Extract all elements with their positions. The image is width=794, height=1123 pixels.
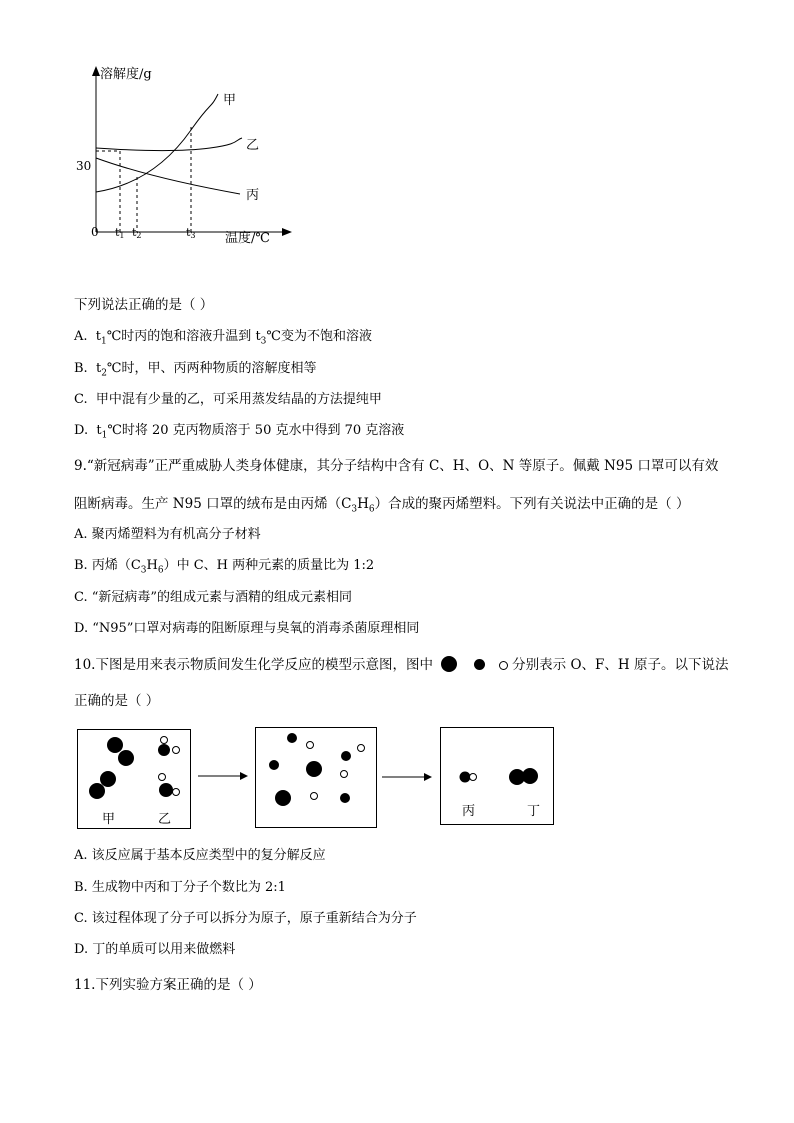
q10-option-b[interactable]: B. 生成物中丙和丁分子个数比为 2:1: [74, 880, 286, 895]
f-atom: [269, 760, 279, 770]
q9-option-b-sub2: 6: [157, 565, 164, 576]
series-label-bing: 丙: [246, 188, 260, 203]
q9-option-c[interactable]: C. “新冠病毒”的组成元素与酒精的组成元素相同: [74, 590, 353, 605]
label-jia: 甲: [102, 812, 116, 827]
q8-option-a-mid: ℃时丙的饱和溶液升温到 t: [106, 329, 261, 344]
q9-option-d[interactable]: D. “N95”口罩对病毒的阻断原理与臭氧的消毒杀菌原理相同: [74, 621, 420, 636]
reactants-box: [77, 729, 191, 829]
q10-line2: 正确的是（ ）: [74, 693, 160, 709]
arrow-1: [196, 770, 252, 782]
q8-option-a-sub2: 3: [260, 336, 267, 347]
q9-option-b-pre: B. 丙烯（C: [74, 558, 141, 573]
q8-option-d-t: t: [96, 423, 102, 438]
reactants-molecules: [78, 730, 190, 828]
h-atom: [161, 737, 168, 744]
q8-option-d-post: ℃时将 20 克丙物质溶于 50 克水中得到 70 克溶液: [107, 423, 405, 438]
f-atom: [340, 793, 350, 803]
q8-option-a[interactable]: [74, 329, 372, 345]
series-label-yi: 乙: [246, 138, 260, 153]
series-label-jia: 甲: [223, 93, 237, 108]
series-bing-line: [96, 158, 240, 194]
q8-option-b-sub1: 2: [101, 368, 107, 379]
ylabel: 溶解度/g: [100, 67, 152, 82]
h-atom: [311, 793, 318, 800]
q8-option-c-letter: C.: [74, 392, 88, 407]
q9-line2: [74, 496, 690, 515]
q9-line2-mid: H: [357, 496, 369, 512]
q9-option-a[interactable]: A. 聚丙烯塑料为有机高分子材料: [74, 527, 261, 542]
arrow-2: [380, 771, 436, 783]
h-atom: [341, 771, 348, 778]
q8-option-c[interactable]: [74, 392, 382, 408]
q10-line1: [74, 656, 728, 673]
q8-option-c-text: 甲中混有少量的乙，可采用蒸发结晶的方法提纯甲: [95, 392, 382, 407]
label-bing: 丙: [462, 804, 476, 819]
q8-option-d[interactable]: [74, 423, 404, 439]
q9-option-b[interactable]: [74, 558, 374, 574]
q8-option-b[interactable]: [74, 361, 316, 377]
f-atom: [341, 751, 351, 761]
intermediate-atoms: [256, 728, 376, 827]
f-atom: [287, 733, 297, 743]
q10-line1-pre: 10.下图是用来表示物质间发生化学反应的模型示意图，图中: [74, 657, 433, 673]
x-tick-t1: t1: [115, 226, 125, 240]
h-atom: [470, 774, 477, 781]
q10-option-a[interactable]: A. 该反应属于基本反应类型中的复分解反应: [74, 848, 326, 863]
q9-line1: 9.“新冠病毒”正严重威胁人类身体健康，其分子结构中含有 C、H、O、N 等原子。佩戴 N95 口罩可以有效: [74, 458, 719, 474]
q8-option-b-post: ℃时，甲、丙两种物质的溶解度相等: [106, 361, 317, 376]
xlabel: 温度/℃: [225, 231, 270, 246]
o-atom: [306, 761, 322, 777]
o-atom: [522, 768, 538, 784]
legend-f-atom-icon: [474, 659, 485, 670]
q8-option-b-t: t: [95, 361, 102, 376]
q9-option-b-sub1: 3: [140, 565, 147, 576]
series-yi-line: [96, 138, 242, 151]
o-atom: [89, 783, 105, 799]
y-tick-30: 30: [76, 159, 92, 173]
h-atom: [173, 789, 180, 796]
x-tick-t3: t3: [186, 226, 196, 240]
solubility-chart: [60, 60, 300, 250]
legend-o-atom-icon: [441, 656, 457, 672]
o-atom: [275, 790, 291, 806]
x-axis-arrow: [282, 228, 292, 236]
f-atom: [460, 772, 471, 783]
q9-line2-pre: 阻断病毒。生产 N95 口罩的绒布是由丙烯（C: [74, 496, 352, 512]
q8-option-a-post: ℃变为不饱和溶液: [266, 329, 372, 344]
intermediate-box: [255, 727, 377, 828]
y-axis-arrow: [92, 66, 100, 76]
q10-option-c[interactable]: C. 该过程体现了分子可以拆分为原子，原子重新结合为分子: [74, 911, 417, 926]
q11-stem: 11.下列实验方案正确的是（ ）: [74, 977, 262, 993]
o-atom: [100, 771, 116, 787]
products-box: [440, 727, 554, 825]
q9-option-b-mid: H: [146, 558, 158, 573]
q8-option-d-sub1: 1: [101, 430, 108, 441]
o-atom: [118, 750, 134, 766]
q8-stem: 下列说法正确的是（ ）: [74, 297, 214, 313]
series-jia-line: [96, 94, 218, 192]
label-yi: 乙: [158, 812, 172, 827]
q10-option-d[interactable]: D. 丁的单质可以用来做燃料: [74, 942, 236, 957]
q8-option-a-letter: A.: [74, 329, 88, 344]
o-atom: [107, 737, 123, 753]
q8-option-d-letter: D.: [74, 423, 89, 438]
x-tick-t2: t2: [132, 226, 142, 240]
q9-line2-sub2: 6: [368, 504, 375, 515]
q9-option-b-post: ）中 C、H 两种元素的质量比为 1:2: [163, 558, 375, 573]
q9-line2-sub1: 3: [351, 504, 358, 515]
q8-option-b-letter: B.: [74, 361, 88, 376]
f-atom: [159, 783, 173, 797]
origin-label: 0: [91, 225, 99, 239]
f-atom: [158, 744, 170, 756]
q8-option-a-t: t: [95, 329, 102, 344]
h-atom: [173, 747, 180, 754]
legend-h-atom-icon: [499, 661, 508, 670]
q10-line1-post: 分别表示 O、F、H 原子。以下说法: [512, 657, 729, 673]
q8-option-a-sub1: 1: [101, 336, 107, 347]
h-atom: [358, 745, 365, 752]
q9-line2-post: ）合成的聚丙烯塑料。下列有关说法中正确的是（ ）: [374, 496, 690, 512]
label-ding: 丁: [527, 804, 541, 819]
h-atom: [307, 742, 314, 749]
h-atom: [159, 774, 166, 781]
